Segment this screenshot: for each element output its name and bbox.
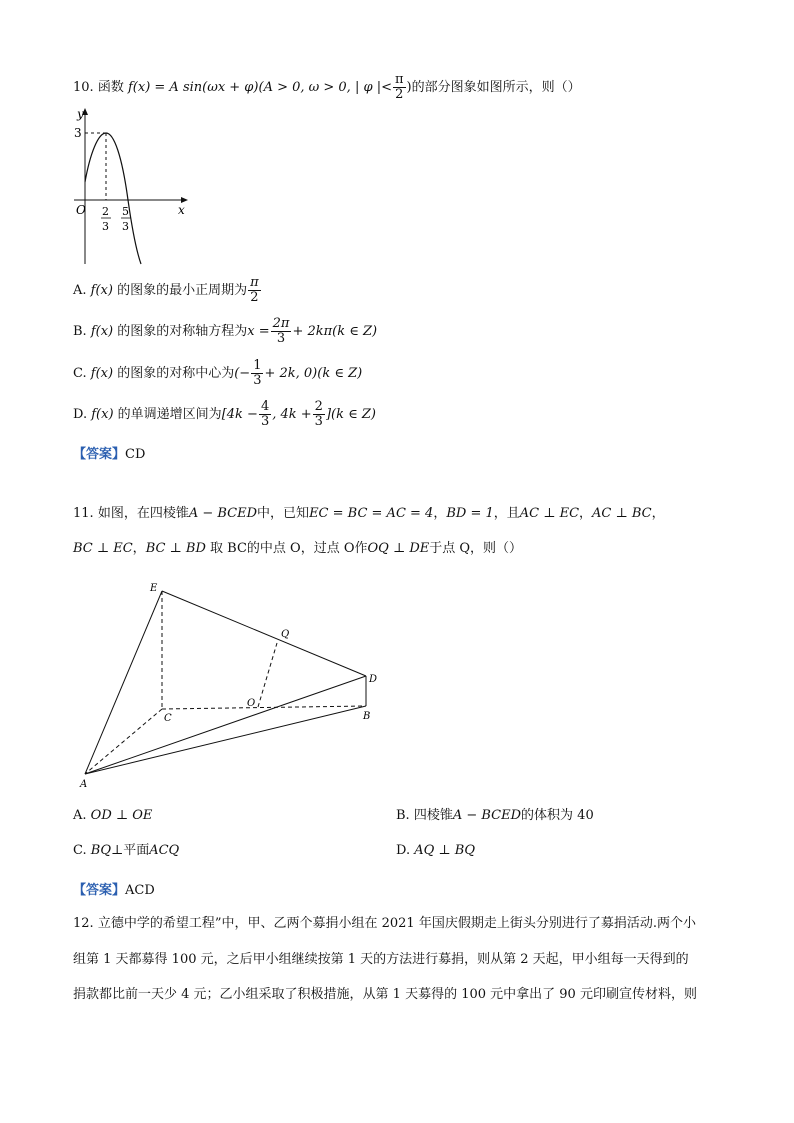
q10-option-b-fx: f(x): [90, 324, 114, 339]
q10-x-tick2-num: 5: [122, 205, 129, 218]
q11-option-d-label: D.: [396, 843, 411, 858]
q11-option-c-math2: ACQ: [149, 843, 180, 858]
q10-option-d-num: 4: [260, 399, 270, 414]
q10-condition: (A > 0, ω > 0, | φ |<: [258, 80, 392, 95]
q10-stem-pre: 函数: [97, 80, 124, 95]
q11-stem-line1: [73, 506, 665, 522]
q11-math-bd: BD = 1: [446, 506, 494, 521]
q11-text-foot: 于点 Q，则（）: [429, 541, 523, 556]
q11-answer-tag: 【答案】: [73, 883, 126, 898]
q10-option-b-den: 3: [276, 331, 286, 346]
q10-option-c-label: C.: [73, 366, 87, 381]
q11-comma-3: ，: [651, 506, 665, 521]
q10-option-d-text: 的单调递增区间为: [117, 407, 222, 422]
q10-answer: [73, 443, 145, 462]
q10-cond-close: ): [406, 80, 412, 95]
q10-option-a-den: 2: [250, 290, 259, 305]
edge-ed: [162, 591, 366, 676]
q10-option-b-pre: x =: [247, 324, 270, 339]
q10-option-c-den: 3: [253, 373, 262, 388]
q10-answer-value: CD: [125, 447, 146, 462]
q10-option-b-num: 2π: [272, 316, 290, 331]
q10-option-d-den2: 3: [314, 414, 323, 429]
q11-math-ac-ec: AC ⊥ EC: [519, 506, 580, 521]
q10-cond-den: 2: [395, 87, 404, 102]
q11-math-ac-bc: AC ⊥ BC: [592, 506, 652, 521]
q10-option-a-num: π: [250, 275, 259, 290]
label-c: C: [164, 713, 172, 724]
q11-comma-1: ，: [433, 506, 447, 521]
q11-option-b-math: A − BCED: [452, 808, 522, 823]
q11-option-a-label: A.: [73, 808, 87, 823]
q10-option-d-num2: 2: [314, 399, 323, 414]
q10-option-a-fraction: [248, 276, 261, 305]
q11-math-pyramid: A − BCED: [188, 506, 258, 521]
q11-option-c[interactable]: [73, 843, 179, 859]
q10-option-d-fx: f(x): [91, 407, 114, 422]
label-d: D: [369, 674, 378, 685]
q10-option-a[interactable]: [73, 276, 262, 305]
q10-condition-fraction: [393, 73, 406, 102]
q10-option-d-post: ](k ∈ Z): [325, 407, 376, 422]
segment-oq: [258, 643, 277, 707]
q11-option-c-label: C.: [73, 843, 87, 858]
q11-option-c-math: BQ: [90, 843, 111, 858]
q10-option-c[interactable]: [73, 359, 362, 388]
q12-line1: [73, 916, 696, 932]
q10-option-a-fx: f(x): [90, 283, 113, 298]
q10-option-d[interactable]: [73, 400, 376, 429]
q11-stem-line2: [73, 541, 522, 557]
q10-option-c-text: 的图象的对称中心为: [117, 366, 235, 381]
q12-line2: [73, 952, 689, 968]
q11-option-b-text2: 的体积为 40: [521, 808, 594, 823]
q10-option-d-den: 3: [260, 414, 270, 429]
q10-option-c-post: + 2k, 0)(k ∈ Z): [264, 366, 363, 381]
q10-option-a-text: 的图象的最小正周期为: [117, 283, 248, 298]
q10-y-label: y: [77, 107, 84, 121]
q10-sine-graph: [70, 104, 200, 270]
q11-option-a[interactable]: [73, 808, 152, 824]
q10-stem: [73, 73, 581, 102]
q10-sine-curve: [85, 133, 141, 264]
q12-number: 12.: [73, 916, 94, 931]
q10-number: 10.: [73, 80, 94, 95]
q11-math-lengths: EC = BC = AC = 4: [309, 506, 434, 521]
q12-text-line3: 捐款都比前一天少 4 元；乙小组采取了积极措施，从第 1 天募得的 100 元中拿出了 90 元印刷宣传材料，则: [73, 987, 697, 1002]
q11-math-bc-bd: BC ⊥ BD: [145, 541, 206, 556]
q10-x-tick1-num: 2: [102, 205, 109, 218]
q11-text-midpoint: 取 BC的中点 O，过点 O作: [210, 541, 368, 556]
q10-option-d-pre: [4k −: [221, 407, 258, 422]
q11-option-b-label: B.: [396, 808, 410, 823]
q11-answer: [73, 879, 155, 898]
edge-ab: [85, 706, 366, 774]
q11-option-d[interactable]: [396, 843, 475, 859]
q11-text-c: 中，已知: [257, 506, 310, 521]
q10-function: f(x) = A sin(ωx + φ): [127, 80, 259, 95]
label-o: O: [247, 698, 256, 709]
edge-cb: [162, 706, 366, 709]
q10-answer-tag: 【答案】: [73, 447, 126, 462]
q11-number: 11.: [73, 506, 94, 521]
q11-text-a: 如图，在四棱锥: [97, 506, 189, 521]
q11-text-g: ，且: [493, 506, 520, 521]
q10-option-c-pre: (−: [234, 366, 251, 381]
q10-option-c-fraction: [251, 359, 263, 388]
q10-stem-post: 的部分图象如图所示，则（）: [411, 80, 581, 95]
q10-option-d-mid: , 4k +: [272, 407, 312, 422]
q10-option-b-label: B.: [73, 324, 87, 339]
q10-option-b-fraction: [271, 317, 292, 346]
q11-comma-2: ，: [579, 506, 593, 521]
q10-option-d-label: D.: [73, 407, 88, 422]
q10-x-tick1-den: 3: [102, 220, 109, 233]
label-e: E: [150, 583, 158, 594]
edge-ea: [85, 591, 162, 774]
q10-option-b[interactable]: [73, 317, 377, 346]
edge-ad: [85, 676, 366, 774]
label-b: B: [363, 711, 371, 722]
q12-text-line1: 立德中学的希望工程”中，甲、乙两个募捐小组在 2021 年国庆假期走上街头分别进行了募捐活动.两个小: [97, 916, 696, 931]
q10-cond-num: π: [394, 72, 404, 87]
q10-y-tick-3: 3: [74, 126, 82, 140]
q11-option-a-math: OD ⊥ OE: [90, 808, 153, 823]
q10-x-label: x: [178, 203, 185, 217]
q11-math-oq-de: OQ ⊥ DE: [367, 541, 430, 556]
label-a: A: [80, 779, 88, 790]
label-q: Q: [281, 629, 290, 640]
q10-option-b-text: 的图象的对称轴方程为: [117, 324, 248, 339]
q12-line3: [73, 987, 697, 1003]
q10-option-a-label: A.: [73, 283, 87, 298]
q11-option-b[interactable]: [396, 808, 594, 824]
q11-option-c-text: ⊥平面: [110, 843, 150, 858]
q12-text-line2: 组第 1 天都募得 100 元，之后甲小组继续按第 1 天的方法进行募捐，则从第 2 天起，甲小组每一天得到的: [73, 952, 689, 967]
q11-answer-value: ACD: [125, 883, 155, 898]
q10-option-c-num: 1: [253, 358, 262, 373]
q10-option-c-fx: f(x): [90, 366, 114, 381]
q11-math-bc-ec: BC ⊥ EC: [73, 541, 133, 556]
q10-option-b-post: + 2kπ(k ∈ Z): [292, 324, 378, 339]
q10-x-tick2-den: 3: [122, 220, 129, 233]
q10-option-d-fraction-1: [259, 400, 271, 429]
q11-pyramid-figure: [70, 578, 390, 793]
q11-comma-4: ，: [132, 541, 146, 556]
q11-option-b-text1: 四棱锥: [413, 808, 453, 823]
q10-option-d-fraction-2: [313, 400, 325, 429]
q10-origin-label: O: [76, 203, 86, 217]
q11-option-d-math: AQ ⊥ BQ: [414, 843, 475, 858]
